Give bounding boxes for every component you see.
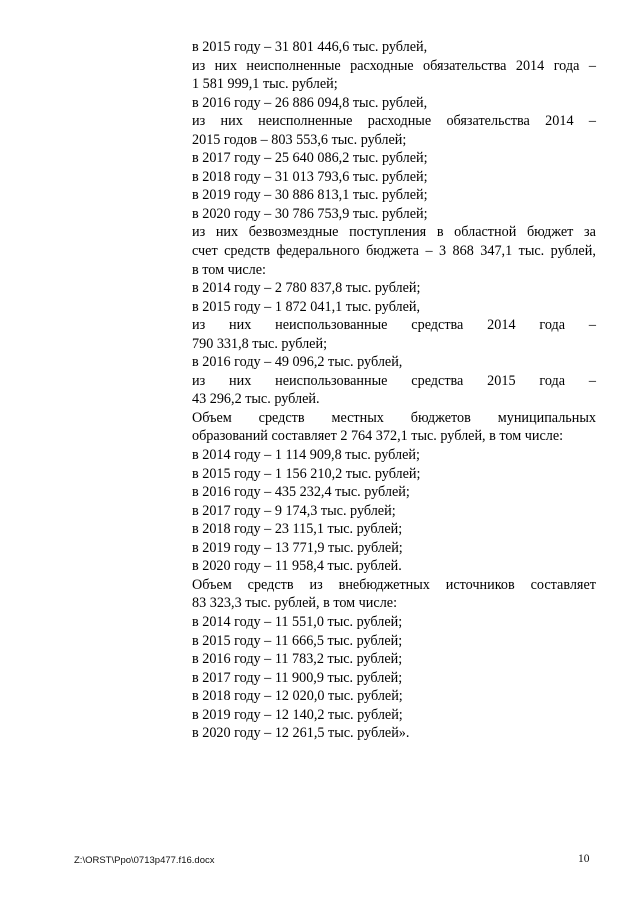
text-segment: в том числе:: [192, 261, 266, 278]
text-segment: поступления: [349, 224, 427, 241]
text-segment: –: [588, 317, 596, 334]
text-segment: них: [229, 317, 252, 334]
text-segment: в 2017 году – 25 640 086,2 тыс. рублей;: [192, 150, 428, 167]
text-segment: рублей,: [550, 243, 596, 260]
text-segment: муниципальных: [497, 409, 596, 426]
text-segment: средств: [247, 576, 294, 593]
text-segment: них: [220, 113, 243, 130]
text-segment: неисполненные: [246, 57, 341, 74]
text-segment: года: [539, 372, 566, 389]
text-segment: в 2019 году – 12 140,2 тыс. рублей;: [192, 706, 403, 723]
text-line: [192, 669, 596, 688]
text-segment: из: [192, 57, 206, 74]
text-segment: –: [425, 243, 433, 260]
text-line: [192, 131, 596, 150]
text-segment: в 2018 году – 12 020,0 тыс. рублей;: [192, 688, 403, 705]
text-segment: в 2020 году – 12 261,5 тыс. рублей».: [192, 725, 410, 742]
text-line: [192, 483, 596, 502]
text-line: [192, 724, 596, 743]
text-segment: 43 296,2 тыс. рублей.: [192, 391, 320, 408]
text-line: [192, 465, 596, 484]
text-segment: в 2016 году – 11 783,2 тыс. рублей;: [192, 651, 403, 668]
text-line: [192, 353, 596, 372]
text-segment: расходные: [367, 113, 432, 130]
text-line: [192, 372, 596, 391]
text-segment: 3: [438, 243, 447, 260]
text-segment: источников: [445, 576, 515, 593]
text-segment: в 2017 году – 9 174,3 тыс. рублей;: [192, 502, 396, 519]
text-line: [192, 446, 596, 465]
text-line: [192, 687, 596, 706]
text-segment: в 2018 году – 23 115,1 тыс. рублей;: [192, 521, 403, 538]
text-segment: в 2014 году – 1 114 909,8 тыс. рублей;: [192, 447, 420, 464]
text-segment: года: [553, 57, 580, 74]
text-segment: 2014: [545, 113, 574, 130]
text-segment: Объем: [192, 409, 232, 426]
text-line: [192, 279, 596, 298]
text-segment: в 2019 году – 13 771,9 тыс. рублей;: [192, 539, 403, 556]
text-segment: в 2016 году – 435 232,4 тыс. рублей;: [192, 484, 410, 501]
text-segment: из: [309, 576, 323, 593]
text-segment: в 2014 году – 11 551,0 тыс. рублей;: [192, 613, 403, 630]
text-line: [192, 576, 596, 595]
text-segment: счет: [192, 243, 218, 260]
text-line: [192, 427, 596, 446]
text-line: [192, 186, 596, 205]
text-line: [192, 409, 596, 428]
text-segment: –: [588, 372, 596, 389]
text-segment: средств: [224, 243, 271, 260]
text-segment: них: [214, 57, 237, 74]
text-line: [192, 75, 596, 94]
text-line: [192, 223, 596, 242]
text-line: [192, 242, 596, 261]
text-segment: областной: [454, 224, 517, 241]
text-segment: в 2015 году – 1 872 041,1 тыс. рублей,: [192, 298, 421, 315]
text-line: [192, 539, 596, 558]
text-segment: из: [192, 372, 206, 389]
page-number: 10: [578, 853, 590, 865]
text-segment: бюджета: [366, 243, 419, 260]
text-segment: –: [588, 57, 596, 74]
text-segment: в 2017 году – 11 900,9 тыс. рублей;: [192, 669, 403, 686]
text-segment: составляет: [530, 576, 596, 593]
text-segment: в 2015 году – 31 801 446,6 тыс. рублей,: [192, 39, 428, 55]
text-segment: средства: [411, 372, 464, 389]
text-segment: бюджет: [526, 224, 574, 241]
text-segment: –: [588, 113, 596, 130]
text-line: [192, 205, 596, 224]
text-segment: года: [539, 317, 566, 334]
text-line: [192, 594, 596, 613]
document-body: [192, 38, 596, 743]
text-segment: в 2016 году – 26 886 094,8 тыс. рублей,: [192, 94, 428, 111]
text-line: [192, 502, 596, 521]
text-segment: неисполненные: [258, 113, 353, 130]
text-segment: из: [192, 224, 206, 241]
text-line: [192, 149, 596, 168]
text-line: [192, 112, 596, 131]
text-segment: местных: [331, 409, 384, 426]
text-segment: в 2014 году – 2 780 837,8 тыс. рублей;: [192, 280, 421, 297]
text-segment: 2014: [515, 57, 545, 74]
text-line: [192, 168, 596, 187]
text-segment: безвозмездные: [248, 224, 339, 241]
text-line: [192, 298, 596, 317]
text-segment: неиспользованные: [275, 372, 388, 389]
text-line: [192, 650, 596, 669]
footer-file-path: Z:\ORST\Ppo\0713p477.f16.docx: [74, 855, 215, 866]
text-segment: из: [192, 317, 206, 334]
text-line: [192, 557, 596, 576]
text-segment: из: [192, 113, 206, 130]
text-segment: расходные: [350, 57, 414, 74]
text-segment: неиспользованные: [275, 317, 388, 334]
text-line: [192, 706, 596, 725]
text-line: [192, 613, 596, 632]
text-segment: в 2015 году – 1 156 210,2 тыс. рублей;: [192, 465, 421, 482]
text-segment: обязательства: [423, 57, 507, 74]
text-line: [192, 261, 596, 280]
text-line: [192, 316, 596, 335]
text-segment: в 2015 году – 11 666,5 тыс. рублей;: [192, 632, 403, 649]
text-line: [192, 632, 596, 651]
text-segment: 2014: [487, 317, 516, 334]
text-segment: в: [436, 224, 444, 241]
text-segment: Объем: [192, 576, 232, 593]
text-segment: 83 323,3 тыс. рублей, в том числе:: [192, 595, 398, 612]
text-segment: них: [229, 372, 252, 389]
text-segment: в 2020 году – 30 786 753,9 тыс. рублей;: [192, 205, 428, 222]
text-segment: 868: [452, 243, 474, 260]
text-line: [192, 38, 596, 57]
text-segment: 347,1: [480, 243, 513, 260]
text-line: [192, 520, 596, 539]
text-segment: внебюджетных: [338, 576, 430, 593]
text-segment: обязательства: [446, 113, 530, 130]
text-segment: средств: [258, 409, 305, 426]
text-segment: 2015: [487, 372, 516, 389]
text-segment: в 2016 году – 49 096,2 тыс. рублей,: [192, 354, 403, 371]
text-segment: федерального: [276, 243, 360, 260]
text-segment: средства: [411, 317, 464, 334]
text-line: [192, 94, 596, 113]
text-segment: за: [584, 224, 596, 241]
text-segment: в 2019 году – 30 886 813,1 тыс. рублей;: [192, 187, 428, 204]
text-segment: 790 331,8 тыс. рублей;: [192, 335, 328, 352]
text-segment: в 2020 году – 11 958,4 тыс. рублей.: [192, 558, 402, 575]
text-line: [192, 390, 596, 409]
text-line: [192, 335, 596, 354]
text-segment: 1 581 999,1 тыс. рублей;: [192, 76, 338, 93]
text-line: [192, 57, 596, 76]
text-segment: тыс.: [518, 243, 545, 260]
text-segment: 2015 годов – 803 553,6 тыс. рублей;: [192, 131, 407, 148]
text-segment: образований составляет 2 764 372,1 тыс. рублей, в том числе:: [192, 428, 564, 445]
text-segment: в 2018 году – 31 013 793,6 тыс. рублей;: [192, 168, 428, 185]
text-segment: бюджетов: [410, 409, 471, 426]
text-segment: них: [215, 224, 239, 241]
